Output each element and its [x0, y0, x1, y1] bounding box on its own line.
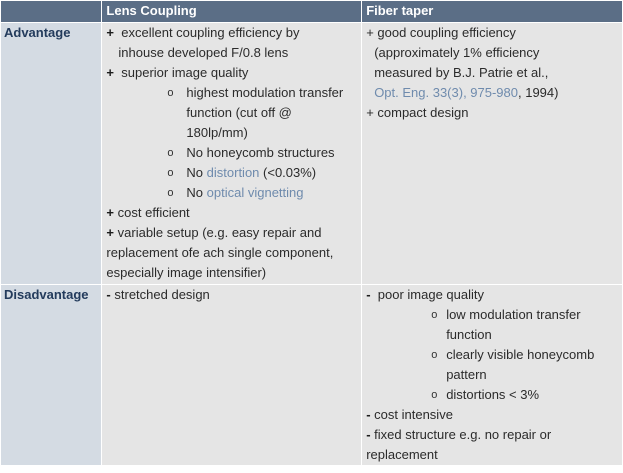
- optical-vignetting-link[interactable]: optical vignetting: [206, 185, 304, 200]
- fiber-dis-subitem-2: [366, 345, 618, 365]
- minus-sign: -: [366, 427, 371, 442]
- lens-adv-subitem-1-cont: function (cut off @: [186, 105, 292, 120]
- fiber-dis-item-2: [366, 405, 618, 425]
- fiber-dis-item-2-text: cost intensive: [374, 407, 453, 422]
- lens-adv-item-4-cont: replacement ofe ach single component,: [106, 245, 334, 260]
- subitem-text: low modulation transfer: [446, 307, 581, 322]
- subitem-text: (<0.03%): [259, 165, 317, 180]
- circle-bullet-icon: o: [431, 389, 438, 401]
- lens-adv-subitem-2: [106, 143, 357, 163]
- disadvantage-fiber-cell: [362, 285, 623, 466]
- header-lens-coupling: Lens Coupling: [102, 1, 362, 23]
- subitem-text: distortions < 3%: [446, 387, 540, 402]
- subitem-text: No: [186, 165, 207, 180]
- circle-bullet-icon: o: [431, 349, 438, 361]
- minus-sign: -: [106, 287, 111, 302]
- plus-sign: +: [106, 25, 115, 40]
- fiber-adv-line-1: + good coupling efficiency: [366, 25, 516, 40]
- fiber-dis-subitem-1: [366, 305, 618, 325]
- circle-bullet-icon: o: [431, 309, 438, 321]
- opt-eng-reference-link[interactable]: Opt. Eng. 33(3), 975-980: [374, 85, 518, 100]
- lens-adv-subitem-4: [106, 183, 357, 203]
- lens-adv-subitem-3: [106, 163, 357, 183]
- subitem-text: clearly visible honeycomb: [446, 347, 595, 362]
- circle-bullet-icon: o: [167, 167, 174, 179]
- reference-year: , 1994): [518, 85, 559, 100]
- fiber-dis-item-3-text: fixed structure e.g. no repair or: [374, 427, 552, 442]
- plus-sign: +: [106, 225, 115, 240]
- circle-bullet-icon: o: [167, 147, 174, 159]
- advantage-row: [1, 23, 623, 285]
- lens-adv-item-2-text: superior image quality: [121, 65, 249, 80]
- lens-adv-item-1-cont: inhouse developed F/0.8 lens: [118, 45, 289, 60]
- header-fiber-taper: Fiber taper: [362, 1, 623, 23]
- fiber-dis-item-3: [366, 425, 618, 445]
- header-row: [1, 1, 623, 23]
- lens-adv-item-3: [106, 203, 357, 223]
- lens-adv-item-2: [106, 63, 357, 83]
- lens-dis-item-1-text: stretched design: [114, 287, 210, 302]
- subitem-text: No: [186, 185, 207, 200]
- fiber-adv-line-3: measured by B.J. Patrie et al.,: [374, 65, 549, 80]
- fiber-adv-line-5: + compact design: [366, 105, 469, 120]
- lens-adv-item-4-cont: especially image intensifier): [106, 265, 267, 280]
- subitem-text: highest modulation transfer: [186, 85, 344, 100]
- fiber-adv-line-4: [366, 83, 618, 103]
- fiber-dis-item-1: [366, 285, 618, 305]
- lens-adv-item-3-text: cost efficient: [117, 205, 190, 220]
- disadvantage-row: [1, 285, 623, 466]
- distortion-link[interactable]: distortion: [206, 165, 260, 180]
- lens-adv-item-1-text: excellent coupling efficiency by: [121, 25, 300, 40]
- fiber-dis-item-3-cont: replacement: [366, 447, 438, 462]
- lens-dis-item-1: [106, 285, 357, 305]
- lens-adv-item-4: [106, 223, 357, 243]
- lens-adv-item-1: [106, 23, 357, 43]
- plus-sign: +: [106, 205, 115, 220]
- lens-adv-subitem-1: [106, 83, 357, 103]
- advantage-label: Advantage: [1, 23, 102, 285]
- minus-sign: -: [366, 407, 371, 422]
- advantage-fiber-cell: [362, 23, 623, 285]
- disadvantage-lens-cell: [102, 285, 362, 466]
- fiber-adv-line-2: (approximately 1% efficiency: [374, 45, 540, 60]
- circle-bullet-icon: o: [167, 87, 174, 99]
- fiber-dis-subitem-3: [366, 385, 618, 405]
- minus-sign: -: [366, 287, 371, 302]
- lens-adv-item-4-text: variable setup (e.g. easy repair and: [117, 225, 322, 240]
- circle-bullet-icon: o: [167, 187, 174, 199]
- fiber-dis-item-1-text: poor image quality: [377, 287, 484, 302]
- disadvantage-label: Disadvantage: [1, 285, 102, 466]
- subitem-text: No honeycomb structures: [186, 145, 335, 160]
- fiber-dis-subitem-2-cont: pattern: [446, 367, 487, 382]
- plus-sign: +: [106, 65, 115, 80]
- advantage-lens-cell: [102, 23, 362, 285]
- fiber-dis-subitem-1-cont: function: [446, 327, 492, 342]
- lens-adv-subitem-1-cont: 180lp/mm): [186, 125, 248, 140]
- header-empty-cell: [1, 1, 102, 23]
